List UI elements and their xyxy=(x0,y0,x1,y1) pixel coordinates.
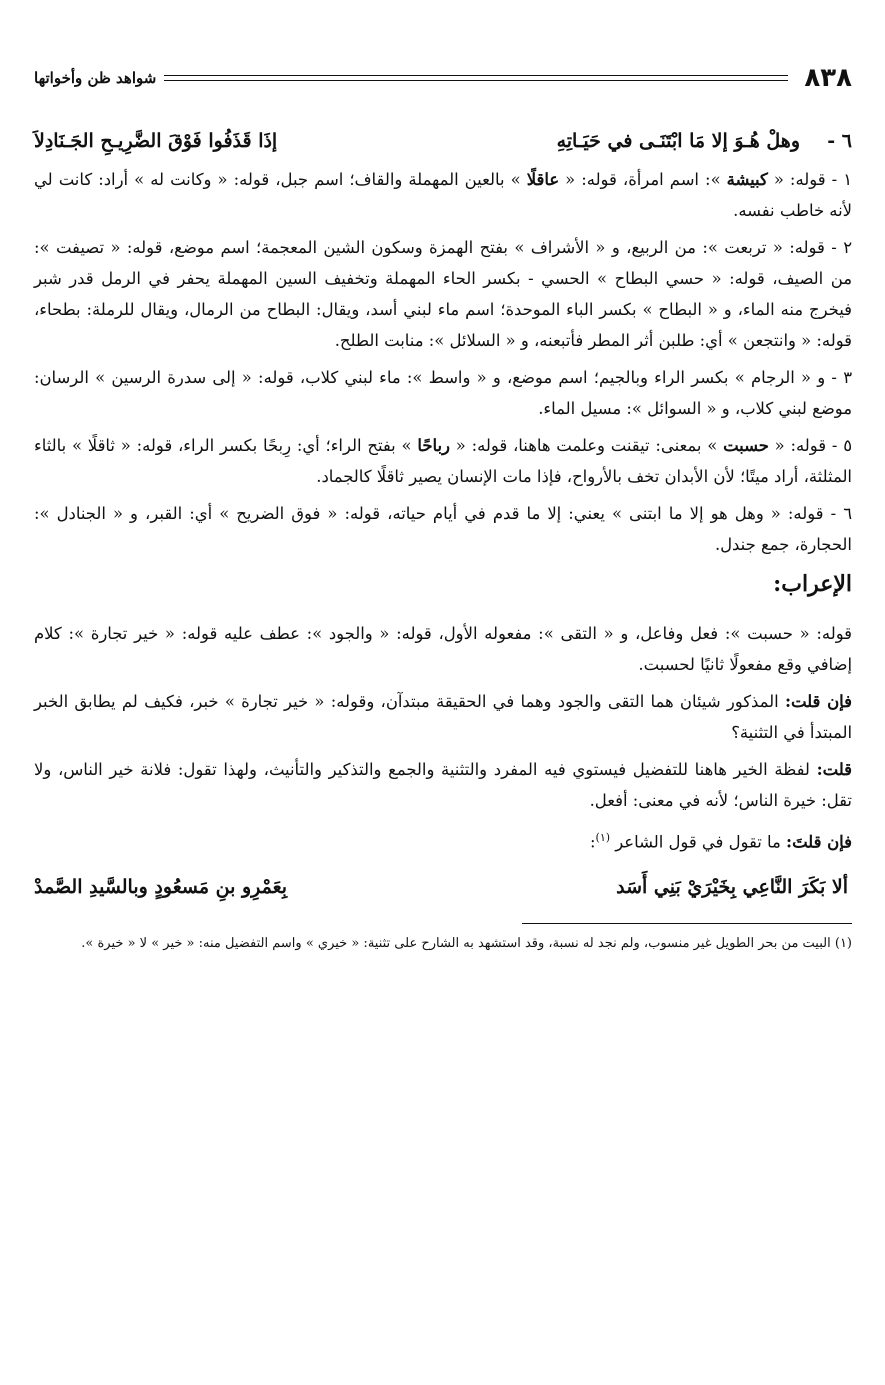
running-title: شواهد ظن وأخواتها xyxy=(34,69,157,87)
i3rab-paragraph-2: فإن قلت: المذكور شيئان هما التقى والجود وهما في الحقيقة مبتدآن، وقوله: « خير تجارة » خبر، فكيف لم يطابق الخبر المبتدأ في التثنية؟ xyxy=(34,692,852,742)
quoted-verse xyxy=(34,867,852,907)
note-5: ٥ - قوله: « حسبت » بمعنى: تيقنت وعلمت هاهنا، قوله: « رباحًا » بفتح الراء؛ أي: رِبحًا بكسر الراء، قوله: « ثاقلًا » بالثاء المثلثة، أراد ميتًا؛ لأن الأبدان تخف بالأرواح، فإذا مات الإنسان يصير ثاقلًا كالجماد. xyxy=(34,436,853,486)
i3rab-paragraph-4: فإن قلتَ: ما تقول في قول الشاعر $^{(١)}$: xyxy=(590,831,852,852)
verse-first-hemistich: وهلْ هُـوَ إلا مَا ابْتَنَـى في حَيَـاتِهِ xyxy=(556,130,800,152)
note-2: ٢ - قوله: « تربعت »: من الربيع، و « الأشراف » بفتح الهمزة وسكون الشين المعجمة؛ اسم موضع، قوله: « تصيفت »: من الصيف، قوله: « حسي البطاح » الحسي - بكسر الحاء المهملة وتخفيف السين المهملة يحفر في الرمل قدر شبر فيخرج منه الماء، و « البطاح » بكسر الباء الموحدة؛ اسم ماء لبني أسد، ويقال: البطاح من الرمال، ويقال للرملة: بطحاء، قوله: « وانتجعن » أي: طلبن أثر المطر فأتبعنه، و « السلائل »: منابت الطلح. xyxy=(34,238,852,350)
verse xyxy=(34,124,852,158)
document-page xyxy=(34,60,852,1360)
footnote-marker: (١) xyxy=(595,831,611,844)
note-3: ٣ - و « الرجام » بكسر الراء وبالجيم؛ اسم موضع، و « واسط »: ماء لبني كلاب، قوله: « إلى سدرة الرسين » الرسان: موضع لبني كلاب، و « السوائل »: مسيل الماء. xyxy=(34,368,852,418)
quoted-verse-first-hemistich: ألا بَكَرَ النَّاعِي بِخَيْرَيْ بَنِي أَسَد xyxy=(616,876,848,899)
running-header xyxy=(34,60,852,96)
verse-number: ٦ - xyxy=(827,130,852,152)
i3rab-paragraph-1: قوله: « حسبت »: فعل وفاعل، و « التقى »: مفعوله الأول، قوله: « والجود »: عطف عليه قوله: « خير تجارة »: كلام إضافي وقع مفعولًا ثانيًا لحسبت. xyxy=(34,624,852,674)
header-rule xyxy=(164,75,788,81)
verse-second-hemistich: إذَا قَذَفُوا فَوْقَ الضَّرِيـحِ الجَـنَادِلاَ xyxy=(34,130,278,152)
note-1: ١ - قوله: « كبيشة »: اسم امرأة، قوله: « عاقلًا » بالعين المهملة والقاف؛ اسم جبل، قوله: « وكانت له » أراد: كانت لي لأنه خاطب نفسه. xyxy=(34,170,853,220)
page-number: ٨٣٨ xyxy=(804,63,852,93)
i3rab-heading: الإعراب: xyxy=(773,571,852,597)
footnote-rule xyxy=(522,923,852,924)
footnote: (١) البيت من بحر الطويل غير منسوب، ولم نجد له نسبة، وقد استشهد به الشارح على تثنية: « خيري » واسم التفضيل منه: « خير » لا « خيرة ». xyxy=(81,936,852,952)
note-6: ٦ - قوله: « وهل هو إلا ما ابتنى » يعني: إلا ما قدم في أيام حياته، قوله: « فوق الضريح » أي: القبر، و « الجنادل »: الحجارة، جمع جندل. xyxy=(34,504,852,554)
quoted-verse-second-hemistich: بِعَمْرِو بنِ مَسعُودٍ وبالسَّيدِ الصَّمدْ xyxy=(34,876,288,899)
i3rab-paragraph-3: قلت: لفظة الخير هاهنا للتفضيل فيستوي فيه المفرد والتثنية والجمع والتذكير والتأنيث، ولهذا تقول: فلانة خير الناس، ولا تقل: خيرة الناس؛ لأنه في معنى: أفعل. xyxy=(34,760,852,810)
